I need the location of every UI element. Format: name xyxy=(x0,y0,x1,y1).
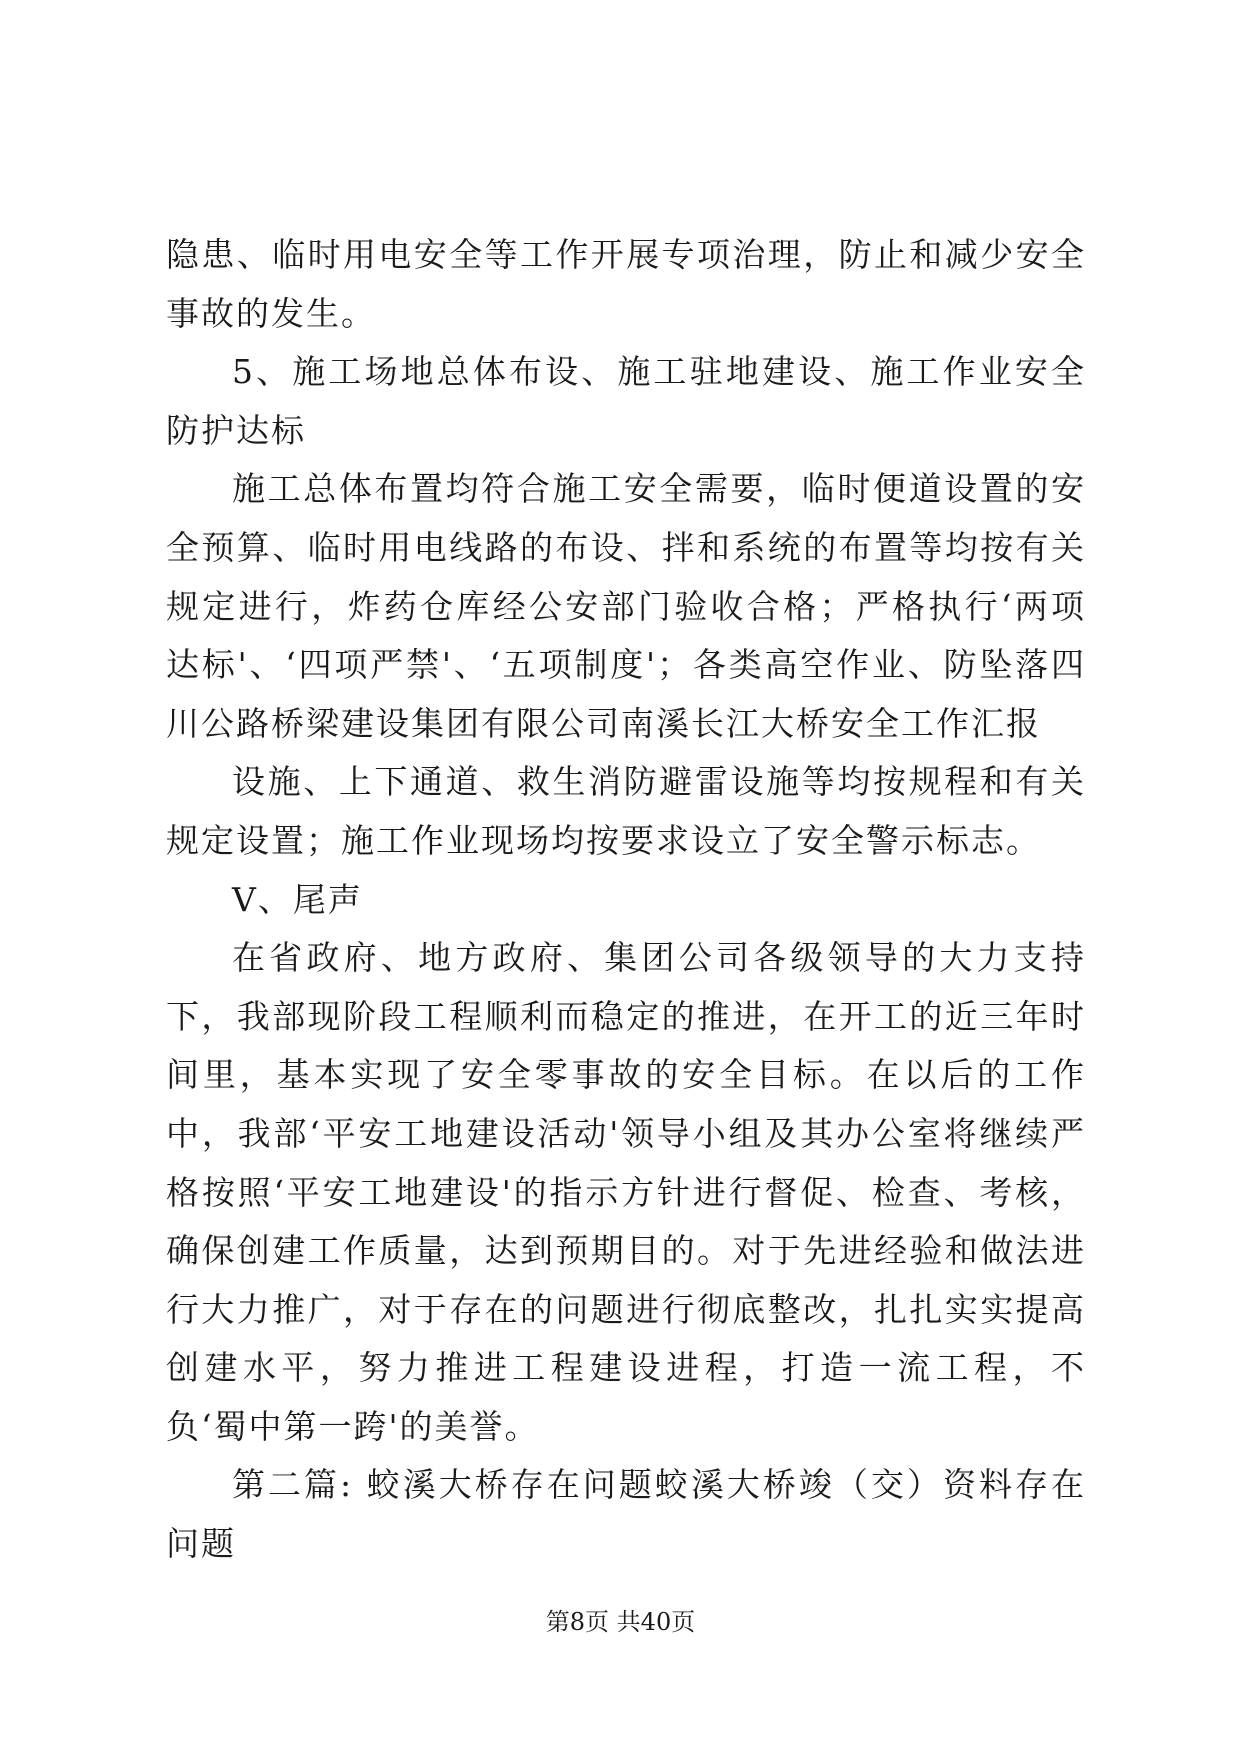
paragraph-facilities: 设施、上下通道、救生消防避雷设施等均按规程和有关规定设置；施工作业现场均按要求设立了安全警示标志。 xyxy=(166,762,1086,860)
chapter-heading-part-two: 第二篇: 蛟溪大桥存在问题蛟溪大桥竣（交）资料存在问题 xyxy=(166,1465,1086,1564)
section-heading-5: 5、施工场地总体布设、施工驻地建设、施工作业安全防护达标 xyxy=(166,352,1086,450)
section-heading-epilogue: Ⅴ、尾声 xyxy=(232,879,363,919)
paragraph-site-layout: 施工总体布置均符合施工安全需要，临时便道设置的安全预算、临时用电线路的布设、拌和系统的布置等均按有关规定进行，炸药仓库经公安部门验收合格；严格执行‘两项达标'、‘四项严禁'、‘五项制度'；各类高空作业、防坠落四川公路桥梁建设集团有限公司南溪长江大桥安全工作汇报 xyxy=(166,469,1086,743)
page-number-footer: 第8页 共40页 xyxy=(545,1608,696,1636)
paragraph-epilogue: 在省政府、地方政府、集团公司各级领导的大力支持下，我部现阶段工程顺利而稳定的推进，在开工的近三年时间里，基本实现了安全零事故的安全目标。在以后的工作中，我部‘平安工地建设活动'领导小组及其办公室将继续严格按照‘平安工地建设'的指示方针进行督促、检查、考核，确保创建工作质量，达到预期目的。对于先进经验和做法进行大力推广，对于存在的问题进行彻底整改，扎扎实实提高创建水平，努力推进工程建设进程，打造一流工程，不负‘蜀中第一跨'的美誉。 xyxy=(166,938,1086,1446)
document-body xyxy=(166,226,1086,1574)
paragraph-continuation: 隐患、临时用电安全等工作开展专项治理，防止和减少安全事故的发生。 xyxy=(166,235,1086,333)
